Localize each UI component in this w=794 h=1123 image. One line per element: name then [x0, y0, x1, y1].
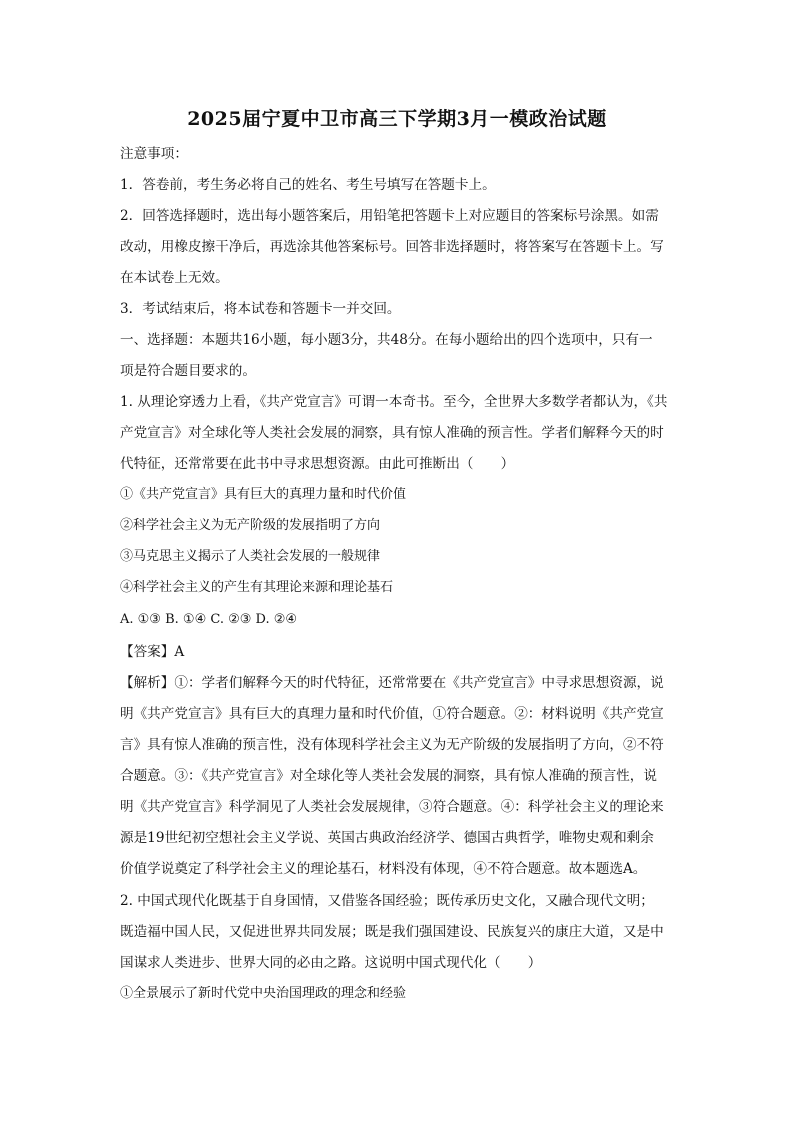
- question-1-explanation-line-2: 明《共产党宣言》具有巨大的真理力量和时代价值，①符合题意。②：材料说明《共产党宣: [120, 706, 664, 722]
- notice-item-2-line-2: 改动，用橡皮擦干净后，再选涂其他答案标号。回答非选择题时，将答案写在答题卡上。写: [120, 239, 664, 255]
- question-2-line-3: 国谋求人类进步、世界大同的必由之路。这说明中国式现代化（ ）: [120, 955, 542, 971]
- question-1-line-2: 产党宣言》对全球化等人类社会发展的洞察，具有惊人准确的预言性。学者们解释今天的时: [120, 425, 664, 441]
- question-1-choices: A. ①③ B. ①④ C. ②③ D. ②④: [120, 612, 298, 627]
- question-1-explanation-line-3: 言》具有惊人准确的预言性，没有体现科学社会主义为无产阶级的发展指明了方向，②不符: [120, 737, 664, 753]
- question-1-explanation-line-1: 【解析】①：学者们解释今天的时代特征，还常常要在《共产党宣言》中寻求思想资源，说: [120, 675, 664, 691]
- question-2-line-2: 既造福中国人民，又促进世界共同发展；既是我们强国建设、民族复兴的康庄大道，又是中: [120, 924, 664, 940]
- question-1-explanation-line-4: 合题意。③：《共产党宣言》对全球化等人类社会发展的洞察，具有惊人准确的预言性，说: [120, 768, 657, 784]
- notice-item-2-line-1: 2．回答选择题时，选出每小题答案后，用铅笔把答题卡上对应题目的答案标号涂黑。如需: [120, 208, 659, 224]
- question-1-line-3: 代特征，还常常要在此书中寻求思想资源。由此可推断出（ ）: [120, 456, 515, 472]
- question-1-option-2: ②科学社会主义为无产阶级的发展指明了方向: [120, 518, 381, 533]
- section-1-heading-line-1: 一、选择题：本题共16小题，每小题3分，共48分。在每小题给出的四个选项中，只有一: [120, 332, 653, 348]
- question-2-line-1: 2. 中国式现代化既基于自身国情，又借鉴各国经验；既传承历史文化，又融合现代文明；: [120, 893, 654, 909]
- question-1-explanation-line-6: 源是19世纪初空想社会主义学说、英国古典政治经济学、德国古典哲学，唯物史观和剩余: [120, 830, 654, 846]
- section-1-heading-line-2: 项是符合题目要求的。: [120, 363, 256, 379]
- notice-item-3: 3．考试结束后，将本试卷和答题卡一并交回。: [120, 301, 401, 317]
- question-1-answer: 【答案】A: [120, 644, 185, 660]
- notice-item-1: 1．答卷前，考生务必将自己的姓名、考生号填写在答题卡上。: [120, 177, 496, 193]
- question-1-option-4: ④科学社会主义的产生有其理论来源和理论基石: [120, 580, 394, 595]
- question-1-option-3: ③马克思主义揭示了人类社会发展的一般规律: [120, 549, 381, 564]
- notice-heading: 注意事项：: [120, 146, 188, 162]
- question-1-explanation-line-5: 明《共产党宣言》科学洞见了人类社会发展规律，③符合题意。④：科学社会主义的理论来: [120, 799, 664, 815]
- question-1-option-1: ①《共产党宣言》具有巨大的真理力量和时代价值: [120, 487, 407, 502]
- question-2-option-1: ①全景展示了新时代党中央治国理政的理念和经验: [120, 986, 407, 1001]
- question-1-line-1: 1. 从理论穿透力上看，《共产党宣言》可谓一本奇书。至今，全世界大多数学者都认为，《共: [120, 394, 668, 410]
- page-title: 2025届宁夏中卫市高三下学期3月一模政治试题: [187, 108, 607, 130]
- notice-item-2-line-3: 在本试卷上无效。: [120, 270, 229, 286]
- question-1-explanation-line-7: 价值学说奠定了科学社会主义的理论基石，材料没有体现，④不符合题意。故本题选A。: [120, 861, 647, 877]
